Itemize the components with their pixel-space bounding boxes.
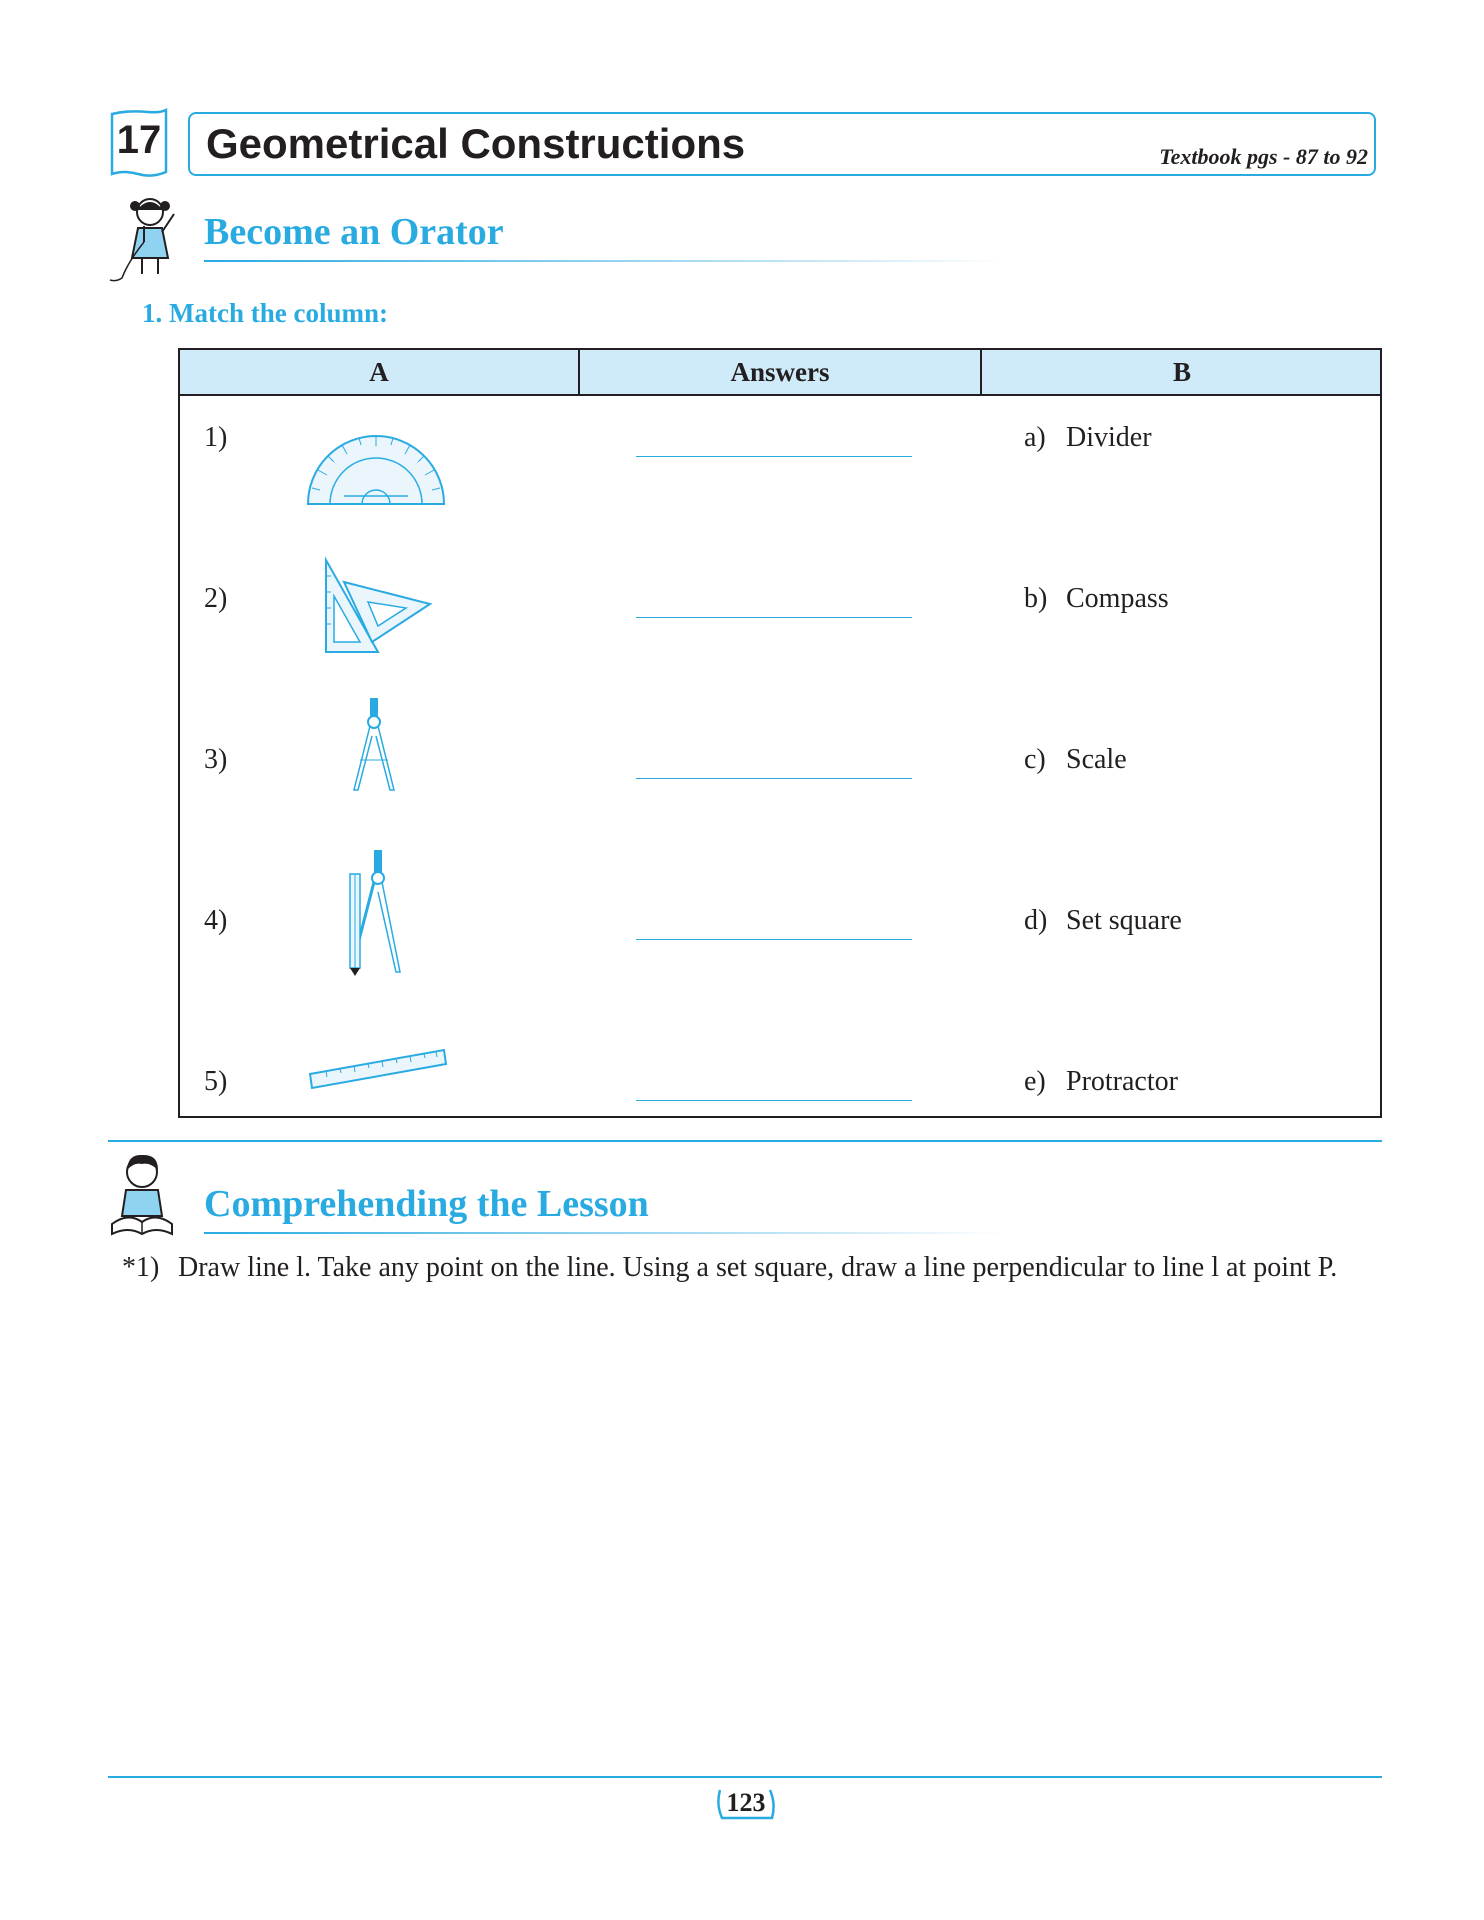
column-b-item: d) Set square	[1024, 905, 1182, 936]
scale-ruler-icon	[306, 1044, 450, 1094]
column-b-item: e) Protractor	[1024, 1066, 1178, 1097]
header-column-answers: Answers	[580, 350, 982, 394]
row-number: 3)	[204, 744, 228, 775]
question-number: *1)	[122, 1252, 160, 1283]
question-text: Draw line l. Take any point on the line. Using a set square, draw a line perpendicular to line l at point P.	[178, 1252, 1338, 1283]
row-number: 2)	[204, 583, 228, 614]
chapter-title: Geometrical Constructions	[206, 120, 746, 167]
set-square-icon	[322, 556, 434, 656]
answer-blank[interactable]	[636, 456, 912, 457]
match-table	[178, 348, 1382, 1118]
section-underline	[204, 1232, 1004, 1234]
answer-blank[interactable]	[636, 939, 912, 940]
column-b-item: a) Divider	[1024, 422, 1152, 453]
answer-blank[interactable]	[636, 1100, 912, 1101]
section-title-comprehending: Comprehending the Lesson	[204, 1183, 649, 1225]
column-b-item: c) Scale	[1024, 744, 1127, 775]
divider-icon	[350, 696, 400, 796]
section-title-orator: Become an Orator	[204, 211, 504, 253]
chapter-title-box	[188, 112, 1376, 176]
row-number: 5)	[204, 1066, 228, 1097]
question-title-match: 1. Match the column:	[142, 298, 388, 328]
answer-blank[interactable]	[636, 617, 912, 618]
section-underline	[204, 260, 1004, 262]
page-number-badge	[714, 1786, 778, 1820]
column-b-item: b) Compass	[1024, 583, 1169, 614]
textbook-reference: Textbook pgs - 87 to 92	[1159, 144, 1368, 169]
protractor-icon	[304, 430, 448, 508]
row-number: 1)	[204, 422, 228, 453]
answer-blank[interactable]	[636, 778, 912, 779]
row-number: 4)	[204, 905, 228, 936]
chapter-number: 17	[116, 118, 162, 162]
compass-icon	[346, 848, 406, 978]
orator-girl-icon	[108, 192, 188, 284]
reading-boy-icon	[108, 1150, 188, 1242]
table-header	[180, 350, 1380, 396]
footer-divider	[108, 1776, 1382, 1778]
chapter-number-badge	[108, 108, 170, 178]
page-number: 123	[726, 1788, 766, 1817]
header-column-b: B	[1172, 357, 1191, 387]
header-column-a: A	[180, 350, 580, 394]
section-divider	[108, 1140, 1382, 1142]
